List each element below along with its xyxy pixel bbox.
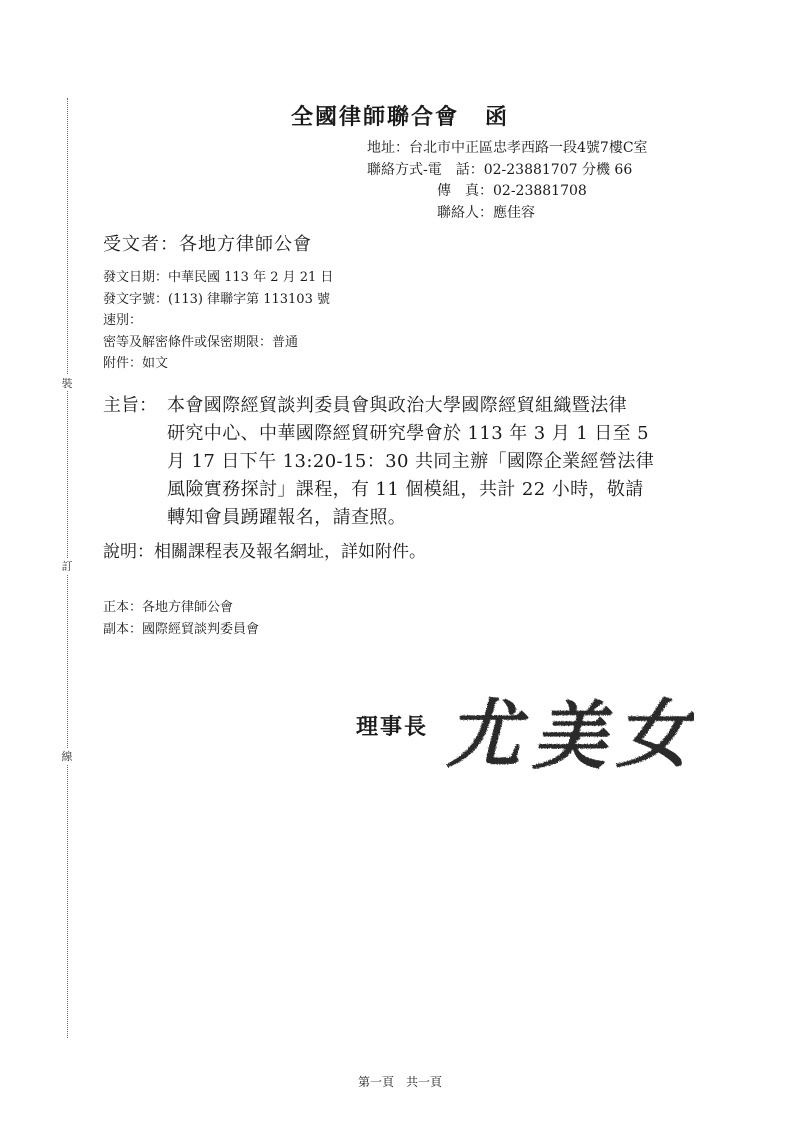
subject-label: 主旨： [103, 395, 157, 416]
recipient-line: 受文者：各地方律師公會 [103, 234, 312, 255]
meta-speed: 速別： [103, 313, 143, 328]
page-footer: 第一頁 共一頁 [357, 1075, 442, 1089]
signature-glyph: 尤 [446, 692, 520, 778]
contact-block [367, 138, 648, 224]
subject-line: 研究中心、中華國際經貿研究學會於 113 年 3 月 1 日至 5 [167, 423, 649, 444]
original-recipient: 正本：各地方律師公會 [103, 600, 234, 615]
signature-name-glyphs [446, 692, 694, 780]
contact-fax: 傳 真：02-23881708 [437, 183, 587, 199]
explanation-line: 說明：相關課程表及報名網址，詳如附件。 [103, 542, 426, 562]
subject-section [103, 392, 743, 532]
contact-phone: 聯絡方式-電 話：02-23881707 分機 66 [367, 161, 633, 178]
subject-line: 本會國際經貿談判委員會與政治大學國際經貿組織暨法律 [167, 395, 627, 416]
subject-line: 月 17 日下午 13:20-15：30 共同主辦「國際企業經營法律 [167, 451, 655, 472]
document-type: 函 [485, 105, 510, 130]
binding-mark-zhuang: 裝 [58, 375, 76, 391]
subject-line: 轉知會員踴躍報名，請查照。 [167, 507, 407, 528]
signature-glyph: 女 [616, 692, 690, 778]
organization-name: 全國律師聯合會 [290, 105, 459, 130]
signature-seal [444, 680, 694, 780]
meta-attachment: 附件：如文 [103, 356, 169, 371]
subject-body [167, 392, 743, 532]
contact-person: 聯絡人：應佳容 [437, 204, 535, 221]
meta-issue-date: 發文日期：中華民國 113 年 2 月 21 日 [103, 270, 334, 285]
document-title [0, 100, 800, 131]
subject-line: 風險實務探討」課程，有 11 個模組，共計 22 小時，敬請 [167, 479, 644, 500]
distribution-block [103, 597, 259, 641]
signature-title: 理事長 [356, 715, 429, 740]
copy-recipient: 副本：國際經貿談判委員會 [103, 622, 260, 637]
document-meta [103, 267, 333, 375]
binding-mark-ding: 訂 [58, 558, 76, 574]
signature-glyph: 美 [532, 694, 606, 780]
signature-area [356, 680, 696, 790]
binding-mark-xian: 線 [58, 748, 76, 764]
contact-address: 地址：台北市中正區忠孝西路一段4號7樓C室 [367, 140, 648, 156]
meta-doc-number: 發文字號：(113) 律聯字第 113103 號 [103, 291, 330, 307]
meta-confidentiality: 密等及解密條件或保密期限：普通 [103, 334, 299, 350]
